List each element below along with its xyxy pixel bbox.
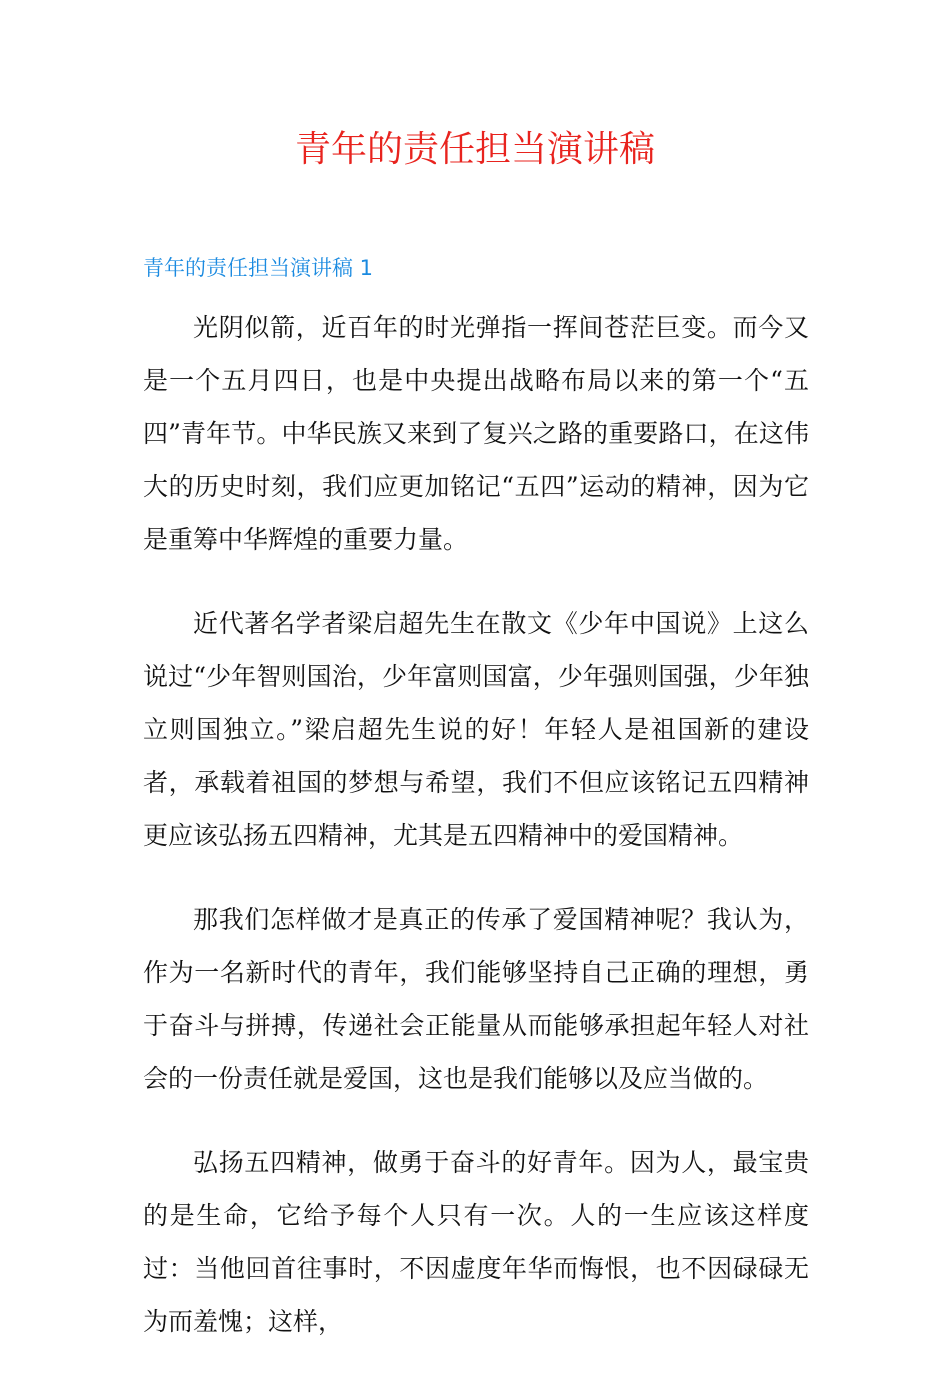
paragraph-2: 近代著名学者梁启超先生在散文《少年中国说》上这么说过“少年智则国治，少年富则国富，少年强则国强，少年独立则国独立。”梁启超先生说的好！年轻人是祖国新的建设者，承载着祖国的梦想与希望，我们不但应该铭记五四精神更应该弘扬五四精神，尤其是五四精神中的爱国精神。 — [143, 609, 809, 850]
document-body — [143, 301, 809, 1379]
paragraph-3: 那我们怎样做才是真正的传承了爱国精神呢？我认为，作为一名新时代的青年，我们能够坚持自己正确的理想，勇于奋斗与拼搏，传递社会正能量从而能够承担起年轻人对社会的一份责任就是爱国，这也是我们能够以及应当做的。 — [143, 905, 809, 1093]
paragraph-4: 弘扬五四精神，做勇于奋斗的好青年。因为人，最宝贵的是生命，它给予每个人只有一次。人的一生应该这样度过：当他回首往事时，不因虚度年华而悔恨，也不因碌碌无为而羞愧；这样， — [143, 1148, 809, 1336]
document-title: 青年的责任担当演讲稿 — [294, 129, 655, 170]
paragraph-1: 光阴似箭，近百年的时光弹指一挥间苍茫巨变。而今又是一个五月四日，也是中央提出战略布局以来的第一个“五四”青年节。中华民族又来到了复兴之路的重要路口，在这伟大的历史时刻，我们应更加铭记“五四”运动的精神，因为它是重筹中华辉煌的重要力量。 — [143, 313, 809, 554]
section-heading: 青年的责任担当演讲稿 1 — [143, 256, 374, 280]
